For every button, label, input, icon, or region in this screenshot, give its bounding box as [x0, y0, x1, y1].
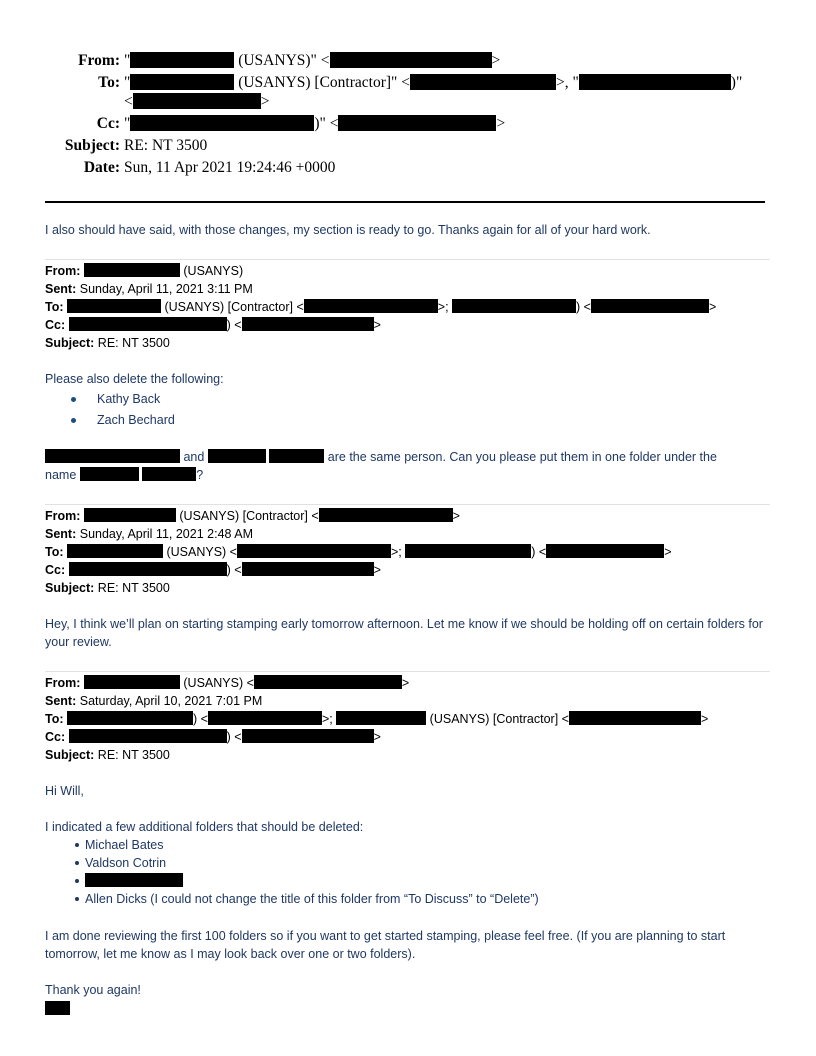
- message4-sent-label: Sent:: [45, 694, 77, 708]
- redaction: [142, 467, 196, 481]
- message4-subject-value: RE: NT 3500: [97, 748, 170, 762]
- header-subject-value: RE: NT 3500: [124, 137, 208, 154]
- message2-same-person-text: are the same person. Can you please put them in one folder under the: [327, 450, 717, 464]
- message-divider: [45, 259, 770, 260]
- redaction: [133, 93, 261, 109]
- header-to-value: (USANYS) [Contractor]" <: [238, 74, 410, 91]
- redaction: [67, 299, 161, 313]
- bullet-icon: [71, 418, 76, 423]
- message4-from-label: From:: [45, 676, 81, 690]
- message3-body: Hey, I think we’ll plan on starting stamping early tomorrow afternoon. Let me know if we should be holding off on certain folders for your review.: [45, 617, 763, 649]
- header-subject-label: Subject:: [64, 137, 120, 154]
- message2-subject-label: Subject:: [45, 336, 95, 350]
- message3-subject-value: RE: NT 3500: [97, 581, 170, 595]
- bullet-icon: [75, 861, 79, 865]
- header-from-label: From:: [78, 52, 120, 69]
- redaction: [338, 115, 496, 131]
- message4-subject-label: Subject:: [45, 748, 95, 762]
- redaction: [84, 675, 180, 689]
- redaction: [591, 299, 709, 313]
- message2-intro: Please also delete the following:: [45, 372, 224, 386]
- message2-cc-label: Cc:: [45, 318, 66, 332]
- redaction: [579, 74, 731, 90]
- message3-meta: From: (USANYS) [Contractor] < > Sent: Sunday, April 11, 2021 2:48 AM To: (USANYS) < >; ) < > Cc: ) < > Subject: RE: NT 3500: [45, 509, 672, 595]
- redaction: [69, 562, 227, 576]
- list-item: Valdson Cotrin: [45, 854, 539, 872]
- message3-subject-label: Subject:: [45, 581, 95, 595]
- redaction: [67, 711, 193, 725]
- redaction: [130, 52, 234, 68]
- list-item: Michael Bates: [45, 836, 539, 854]
- redaction: [405, 544, 531, 558]
- redaction: [69, 317, 227, 331]
- redaction: [208, 711, 322, 725]
- header-date-label: Date:: [83, 159, 120, 176]
- message3-to-value: (USANYS) <: [166, 545, 237, 559]
- message-divider: [45, 504, 770, 505]
- message4-from-value: (USANYS) <: [183, 676, 254, 690]
- message3-sent-label: Sent:: [45, 527, 77, 541]
- redaction: [410, 74, 556, 90]
- message2-from-label: From:: [45, 264, 81, 278]
- redaction: [84, 263, 180, 277]
- message3-from-label: From:: [45, 509, 81, 523]
- redaction: [80, 467, 139, 481]
- list-item: Allen Dicks (I could not change the title of this folder from “To Discuss” to “Delete”): [45, 890, 539, 908]
- redaction: [130, 74, 234, 90]
- message2-sent-label: Sent:: [45, 282, 77, 296]
- redaction: [330, 52, 492, 68]
- bullet-icon: [75, 879, 79, 883]
- message2-sent-value: Sunday, April 11, 2021 3:11 PM: [79, 282, 253, 296]
- message2-and-text: and: [183, 450, 205, 464]
- redaction: [569, 711, 701, 725]
- message2-from-value: (USANYS): [183, 264, 244, 278]
- redaction: [67, 544, 163, 558]
- bullet-icon: [75, 843, 79, 847]
- message2-same-person-line: [45, 448, 717, 466]
- message4-to-mid: (USANYS) [Contractor] <: [429, 712, 569, 726]
- bullet-icon: [75, 897, 79, 901]
- message2-name-line: name ?: [45, 468, 204, 482]
- message3-cc-label: Cc:: [45, 563, 66, 577]
- list-item: Kathy Back: [45, 389, 175, 410]
- list-item: [45, 872, 539, 890]
- header-cc-label: Cc:: [96, 115, 120, 132]
- redaction: [45, 449, 180, 463]
- message4-closing: Thank you again!: [45, 983, 141, 997]
- redaction: [85, 873, 183, 887]
- signature-redaction: [45, 1001, 70, 1015]
- message4-to-label: To:: [45, 712, 64, 726]
- redaction: [336, 711, 426, 725]
- message4-delete-list: [45, 836, 539, 908]
- header-date-value: Sun, 11 Apr 2021 19:24:46 +0000: [124, 159, 336, 176]
- redaction: [130, 115, 314, 131]
- redaction: [242, 317, 374, 331]
- message2-to-value: (USANYS) [Contractor] <: [164, 300, 304, 314]
- redaction: [237, 544, 391, 558]
- message4-body: I am done reviewing the first 100 folders so if you want to get started stamping, please feel free. (If you are planning to start tomorrow, let me know as I may look back over one or two folders).: [45, 929, 726, 961]
- message4-greeting: Hi Will,: [45, 784, 84, 798]
- message2-subject-value: RE: NT 3500: [97, 336, 170, 350]
- redaction: [546, 544, 664, 558]
- message2-name-text: name: [45, 468, 77, 482]
- redaction: [69, 729, 227, 743]
- message-divider: [45, 671, 770, 672]
- header-to-label: To:: [98, 74, 120, 91]
- redaction: [84, 508, 176, 522]
- redaction: [269, 449, 324, 463]
- message4-meta: From: (USANYS) < > Sent: Saturday, April 10, 2021 7:01 PM To: ) < >; (USANYS) [Contractor] < > Cc: ) < > Subject: RE: NT 3500: [45, 676, 709, 762]
- bullet-icon: [71, 397, 76, 402]
- message4-cc-label: Cc:: [45, 730, 66, 744]
- message3-to-label: To:: [45, 545, 64, 559]
- message4-intro: I indicated a few additional folders that should be deleted:: [45, 820, 364, 834]
- redaction: [452, 299, 576, 313]
- message4-sent-value: Saturday, April 10, 2021 7:01 PM: [79, 694, 263, 708]
- list-item: Zach Bechard: [45, 410, 175, 431]
- redaction: [304, 299, 438, 313]
- redaction: [242, 729, 374, 743]
- redaction: [242, 562, 374, 576]
- message2-meta: From: (USANYS) Sent: Sunday, April 11, 2021 3:11 PM To: (USANYS) [Contractor] < >; ) < > Cc: ) < > Subject: RE: NT 3500: [45, 264, 717, 350]
- redaction: [319, 508, 453, 522]
- redaction: [254, 675, 402, 689]
- redaction: [208, 449, 266, 463]
- header-from-value: (USANYS)" <: [238, 52, 330, 69]
- message1-body: I also should have said, with those changes, my section is ready to go. Thanks again for all of your hard work.: [45, 223, 651, 237]
- message3-from-value: (USANYS) [Contractor] <: [179, 509, 319, 523]
- header-divider: [45, 201, 765, 203]
- message3-sent-value: Sunday, April 11, 2021 2:48 AM: [79, 527, 254, 541]
- message2-delete-list: [45, 389, 175, 431]
- message2-to-label: To:: [45, 300, 64, 314]
